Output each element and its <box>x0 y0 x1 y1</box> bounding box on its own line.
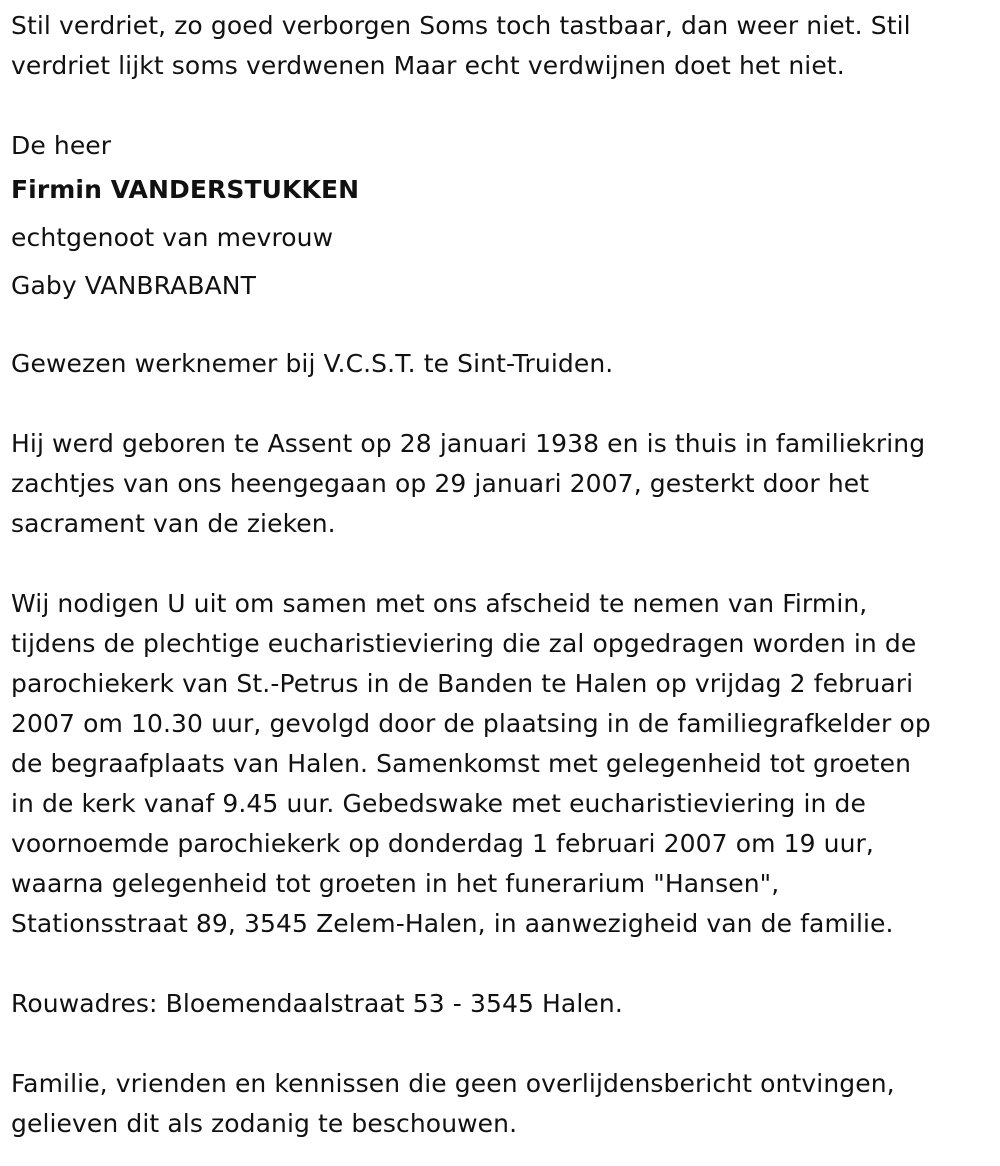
poem-line: verdriet lijkt soms verdwenen Maar echt verdwijnen doet het niet. <box>11 51 845 80</box>
deceased-name: Firmin VANDERSTUKKEN <box>11 175 360 204</box>
paragraph-line: Familie, vrienden en kennissen die geen overlijdensbericht ontvingen, <box>11 1069 895 1098</box>
obituary-document <box>11 6 986 1144</box>
relation: echtgenoot van mevrouw <box>11 223 334 252</box>
paragraph-line: in de kerk vanaf 9.45 uur. Gebedswake met eucharistieviering in de <box>11 789 866 818</box>
paragraph-line: de begraafplaats van Halen. Samenkomst met gelegenheid tot groeten <box>11 749 912 778</box>
mourning-address: Rouwadres: Bloemendaalstraat 53 - 3545 Halen. <box>11 989 623 1018</box>
closing-paragraph <box>11 1064 986 1144</box>
person-block <box>11 126 986 310</box>
paragraph-line: Stationsstraat 89, 3545 Zelem-Halen, in aanwezigheid van de familie. <box>11 909 894 938</box>
birth-death-paragraph <box>11 424 986 544</box>
paragraph-line: zachtjes van ons heengegaan op 29 januari 2007, gesterkt door het <box>11 469 870 498</box>
paragraph-line: parochiekerk van St.-Petrus in de Banden te Halen op vrijdag 2 februari <box>11 669 914 698</box>
paragraph-line: Wij nodigen U uit om samen met ons afscheid te nemen van Firmin, <box>11 589 868 618</box>
paragraph-line: Hij werd geboren te Assent op 28 januari 1938 en is thuis in familiekring <box>11 429 926 458</box>
poem <box>11 6 986 86</box>
paragraph-line: waarna gelegenheid tot groeten in het funerarium "Hansen", <box>11 869 780 898</box>
paragraph-line: tijdens de plechtige eucharistieviering die zal opgedragen worden in de <box>11 629 917 658</box>
paragraph-line: sacrament van de zieken. <box>11 509 336 538</box>
paragraph-line: voornoemde parochiekerk op donderdag 1 februari 2007 om 19 uur, <box>11 829 874 858</box>
paragraph-line: gelieven dit als zodanig te beschouwen. <box>11 1109 518 1138</box>
ceremony-paragraph <box>11 584 986 944</box>
occupation: Gewezen werknemer bij V.C.S.T. te Sint-Truiden. <box>11 349 614 378</box>
salutation: De heer <box>11 131 112 160</box>
paragraph-line: 2007 om 10.30 uur, gevolgd door de plaatsing in de familiegrafkelder op <box>11 709 931 738</box>
poem-line: Stil verdriet, zo goed verborgen Soms toch tastbaar, dan weer niet. Stil <box>11 11 911 40</box>
spouse-name: Gaby VANBRABANT <box>11 271 256 300</box>
